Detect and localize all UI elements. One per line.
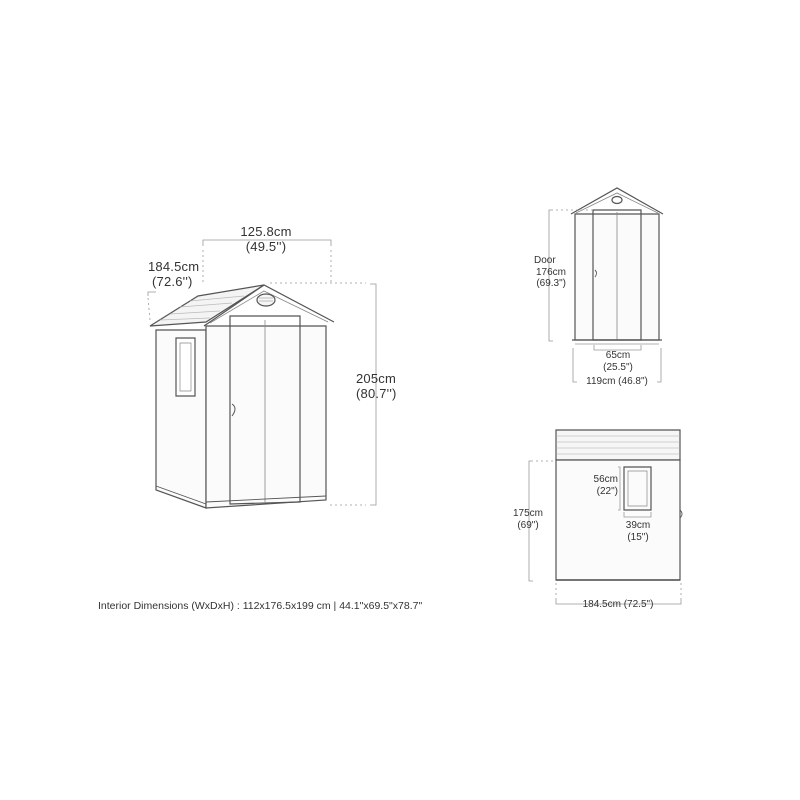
side-wall-height-in: (69") <box>517 519 539 531</box>
side-window-width-label <box>614 520 662 543</box>
front-door-height-cm: 176cm <box>535 266 566 278</box>
iso-height-cm: 205cm <box>356 371 397 386</box>
iso-side-window <box>176 338 195 396</box>
iso-shed-drawing <box>150 285 334 508</box>
side-window-height-cm: 56cm <box>593 474 618 485</box>
iso-width-in: (49.5'') <box>245 238 287 254</box>
front-total-width: 119cm (46.8") <box>586 376 648 387</box>
iso-width-cm: 125.8cm <box>240 224 292 239</box>
front-shed-drawing <box>571 188 663 344</box>
side-wall-height-label <box>506 508 550 531</box>
iso-height-label <box>356 372 397 402</box>
interior-dimensions-caption: Interior Dimensions (WxDxH) : 112x176.5x199 cm | 44.1"x69.5"x78.7" <box>98 600 423 612</box>
front-door-height-label <box>506 255 566 290</box>
side-roof <box>556 430 680 460</box>
front-door-width-cm: 65cm <box>605 350 631 361</box>
iso-depth-cm: 184.5cm <box>148 259 200 274</box>
front-total-width-label <box>572 376 662 388</box>
iso-depth-in: (72.6'') <box>152 273 193 289</box>
side-depth-label <box>568 599 668 611</box>
side-shed-drawing <box>556 430 682 580</box>
side-wall-height-cm: 175cm <box>512 508 543 519</box>
side-window-width-cm: 39cm <box>625 520 651 531</box>
side-depth: 184.5cm (72.5") <box>582 599 654 610</box>
front-door-label: Door <box>534 255 556 266</box>
front-door-width-label <box>588 350 648 373</box>
front-door-width-in: (25.5") <box>603 361 633 373</box>
front-door-height-in: (69.3") <box>536 278 566 289</box>
iso-vent-icon <box>257 294 275 306</box>
front-vent-icon <box>612 197 622 204</box>
iso-front-wall <box>206 326 326 508</box>
side-window-height-in: (22") <box>596 485 618 497</box>
iso-depth-dim <box>148 292 156 296</box>
side-window-height-label <box>580 474 618 497</box>
iso-width-label <box>226 225 306 255</box>
iso-height-in: (80.7'') <box>356 385 397 401</box>
side-window-width-in: (15") <box>627 531 649 543</box>
iso-depth-label <box>148 260 199 290</box>
